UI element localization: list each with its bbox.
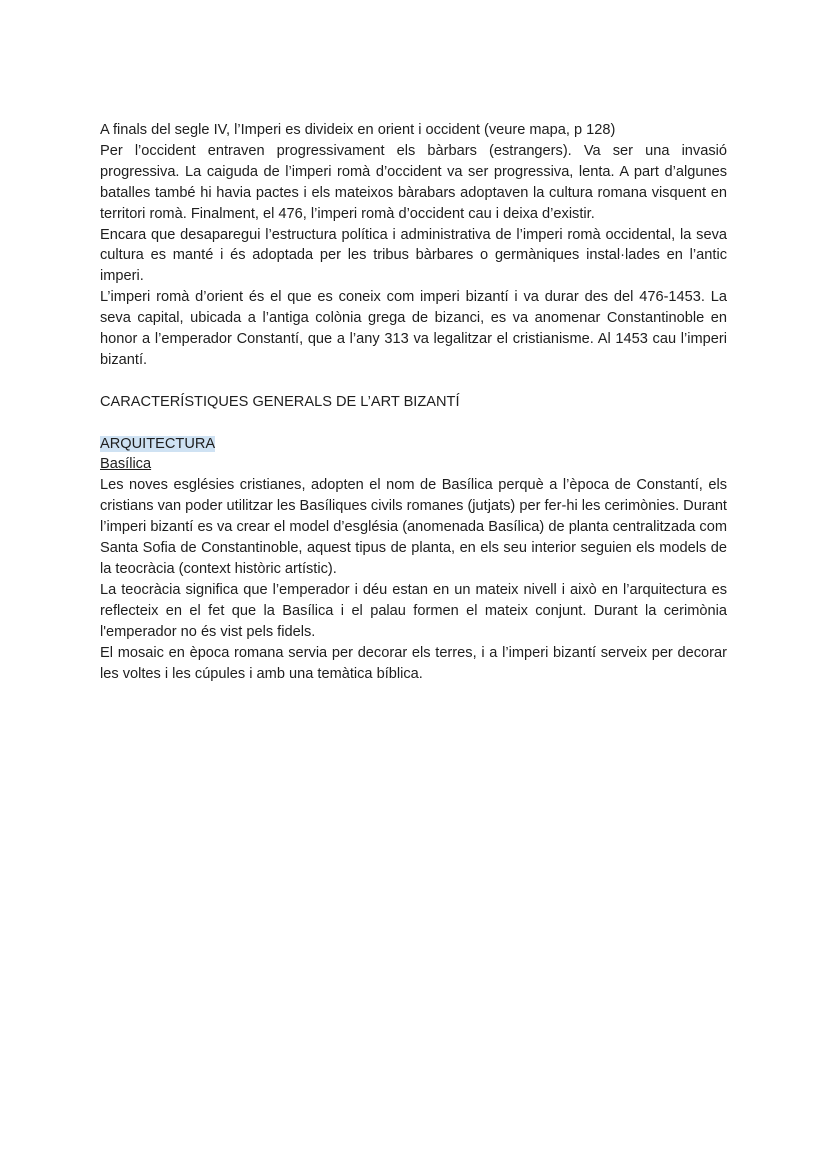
intro-paragraph-4: L’imperi romà d’orient és el que es coneix com imperi bizantí i va durar des del 476-1453. La seva capital, ubicada a l’antiga colònia grega de bizanci, es va anomenar Constantinoble en honor a l’emperador Constantí, que a l’any 313 va legalitzar el cristianisme. Al 1453 cau l’imperi bizantí. <box>100 289 727 368</box>
section-paragraph-3: El mosaic en època romana servia per decorar els terres, i a l’imperi bizantí serveix per decorar les voltes i les cúpules i amb una temàtica bíblica. <box>100 644 727 682</box>
section-title-line <box>100 434 727 455</box>
section-paragraph-2: La teocràcia significa que l’emperador i déu estan en un mateix nivell i això en l’arquitectura es reflecteix en el fet que la Basílica i el palau formen el mateix conjunt. Durant la cerimònia l'emperador no és vist pels fidels. <box>100 581 727 640</box>
section-heading: CARACTERÍSTIQUES GENERALS DE L’ART BIZANTÍ <box>100 393 460 410</box>
intro-paragraph-1: A finals del segle IV, l’Imperi es divideix en orient i occident (veure mapa, p 128) <box>100 122 616 138</box>
intro-paragraph-2: Per l’occident entraven progressivament els bàrbars (estrangers). Va ser una invasió progressiva. La caiguda de l’imperi romà d’occident va ser progressiva, lenta. A part d’algunes batalles també hi havia pactes i els mateixos bàrabars adoptaven la cultura romana visquent en territori romà. Finalment, el 476, l’imperi romà d’occident cau i deixa d’existir. <box>100 142 727 222</box>
subsection-title-line <box>100 454 727 475</box>
intro-paragraph-3: Encara que desaparegui l’estructura política i administrativa de l’imperi romà occidental, la seva cultura es manté i és adoptada per les tribus bàrbares o germàniques instal·lades en l’antic imperi. <box>100 226 727 285</box>
section-paragraph-1: Les noves esglésies cristianes, adopten el nom de Basílica perquè a l’època de Constantí, els cristians van poder utilitzar les Basíliques civils romanes (jutjats) per fer-hi les cerimònies. Durant l’imperi bizantí es va crear el model d’església (anomenada Basílica) de planta centralitzada com Santa Sofia de Constantinoble, aquest tipus de planta, en els seu interior seguien els models de la teocràcia (context històric artístic). <box>100 477 727 577</box>
document-page <box>100 120 727 684</box>
section-title: ARQUITECTURA <box>100 435 216 452</box>
subsection-title: Basílica <box>100 456 152 473</box>
